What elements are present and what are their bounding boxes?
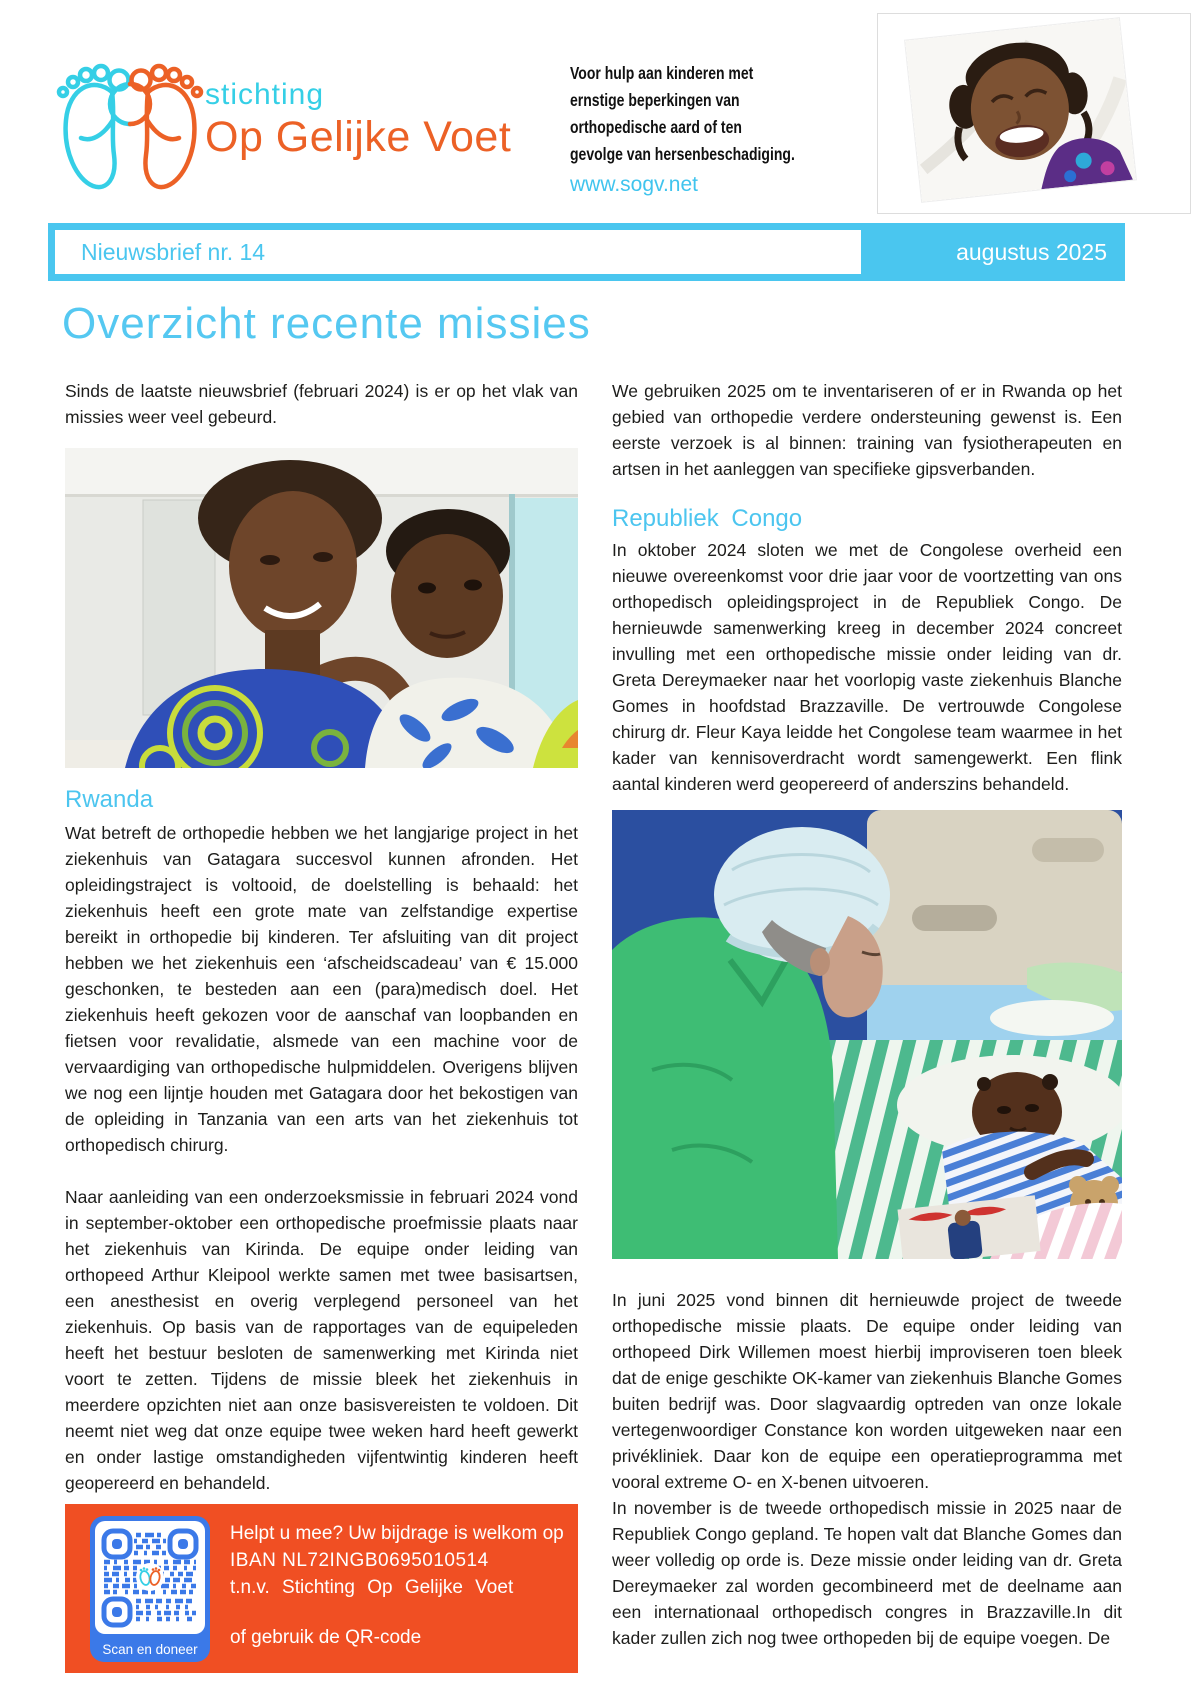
mission-tagline: Voor hulp aan kinderen met ernstige beperkingen van orthopedische aard of ten gevolge van hersenbeschadiging. [570, 63, 795, 164]
donation-box [65, 1504, 578, 1673]
section-heading-rwanda: Rwanda [65, 786, 154, 813]
website-link[interactable]: www.sogv.net [570, 173, 698, 196]
rwanda-2025-paragraph: We gebruiken 2025 om te inventariseren of er in Rwanda op het gebied van orthopedie verdere ondersteuning gewenst is. Een eerste verzoek is al binnen: training van fysiotherapeuten en artsen in het aanleggen van specifieke gipsverbanden. [612, 381, 1122, 479]
congo-paragraph-1: In oktober 2024 sloten we met de Congolese overheid een nieuwe overeenkomst voor drie jaar voor de voortzetting van ons orthopedisch opleidingsproject in de Republiek Congo. De hernieuwde samenwerking kreeg in december 2024 concreet invulling met een orthopedische missie onder leiding van dr. Greta Dereymaeker naar het voorlopig vaste ziekenhuis Blanche Gomes in hoofdstad Brazzaville. De vertrouwde Congolese chirurg dr. Fleur Kaya leidde het Congolese team waarmee in het kader van kennisoverdracht wordt samengewerkt. Een flink aantal kinderen werd geopereerd of anderszins behandeld. [612, 540, 1122, 794]
issue-date: augustus 2025 [956, 238, 1107, 265]
donation-iban: IBAN NL72INGB0695010514 [230, 1550, 489, 1571]
feet-logo-icon [55, 58, 205, 198]
left-column [65, 378, 578, 1673]
donation-beneficiary: t.n.v. Stichting Op Gelijke Voet [230, 1577, 514, 1598]
newsletter-number: Nieuwsbrief nr. 14 [55, 230, 861, 274]
qr-code [100, 1527, 200, 1629]
intro-paragraph: Sinds de laatste nieuwsbrief (februari 2024) is er op het vlak van missies weer veel gebeurd. [65, 381, 578, 427]
org-wordmark [205, 80, 511, 159]
congo-paragraph-2: In juni 2025 vond binnen dit hernieuwde project de tweede orthopedische missie plaats. De equipe onder leiding van orthopeed Dirk Willemen moest hierbij improviseren toen bleek dat de enige geschikte OK-kamer van ziekenhuis Blanche Gomes buiten bedrijf was. Door slagvaardig optreden van onze lokale vertegenwoordiger Constance kon worden uitgeweken naar een privékliniek. Daar kon de equipe een operatieprogramma met vooral extreme O- en X-benen uitvoeren. [612, 1290, 1122, 1492]
header-photo-frame [877, 13, 1191, 214]
issue-banner [48, 223, 1125, 281]
qr-caption: Scan en doneer [102, 1642, 198, 1657]
qr-code-tile [90, 1516, 210, 1662]
photo-mother-and-child [65, 448, 578, 768]
donation-line-1: Helpt u mee? Uw bijdrage is welkom op [230, 1523, 564, 1544]
rwanda-paragraph-2: Naar aanleiding van een onderzoeksmissie in februari 2024 vond in september-oktober een orthopedische proefmissie plaats naar het ziekenhuis van Kirinda. De equipe onder leiding van orthopeed Arthur Kleipool werkte samen met twee basisartsen, een anesthesist en overig verplegend personeel van het ziekenhuis. Op basis van de rapportages van de equipeleden heeft het bestuur besloten de samenwerking met Kirinda niet voort te zetten. Tijdens de missie bleek het ziekenhuis in meerdere opzichten niet aan onze basisvereisten te voldoen. Dit neemt niet weg dat onze equipe twee weken hard heeft gewerkt en onder lastige omstandigheden vijfentwintig kinderen heeft geopereerd en behandeld. [65, 1187, 578, 1493]
congo-paragraph-3: In november is de tweede orthopedisch missie in 2025 naar de Republiek Congo gepland. Te hopen valt dat Blanche Gomes dan weer volledig op orde is. Deze missie onder leiding van dr. Greta Dereymaeker zal worden gecombineerd met de deelname aan een internationaal orthopedisch congres in Brazzaville.In dit kader zullen zich nog twee orthopeden bij de equipe voegen. De [612, 1498, 1122, 1648]
right-column [612, 378, 1122, 1651]
photo-surgeon-and-patient [612, 810, 1122, 1259]
wordmark-stichting: stichting [205, 78, 325, 111]
donation-line-4: of gebruik de QR-code [230, 1627, 422, 1648]
donation-text [230, 1520, 566, 1651]
section-heading-republiek-congo: Republiek Congo [612, 505, 803, 532]
wordmark-op-gelijke-voet: Op Gelijke Voet [205, 113, 512, 161]
rwanda-paragraph-1: Wat betreft de orthopedie hebben we het langjarige project in het ziekenhuis van Gatagara succesvol kunnen afronden. Het opleidingstraject is voltooid, de doelstelling is behaald: het ziekenhuis heeft een grote mate van zelfstandige expertise bereikt in orthopedie bij kinderen. Ter afsluiting van dit project hebben we het ziekenhuis een ‘afscheidscadeau’ van € 15.000 geschonken, te besteden aan een (para)medisch doel. Het ziekenhuis heeft gekozen voor de aanschaf van loopbanden en fietsen voor revalidatie, alsmede van een machine voor de vervaardiging van orthopedische hulpmiddelen. Overigens blijven we nog een lijntje houden met Gatagara door het bekostigen van de opleiding in Tanzania van een arts van het ziekenhuis tot orthopedisch chirurg. [65, 823, 578, 1155]
page-title: Overzicht recente missies [62, 299, 591, 348]
photo-smiling-child [905, 18, 1136, 202]
